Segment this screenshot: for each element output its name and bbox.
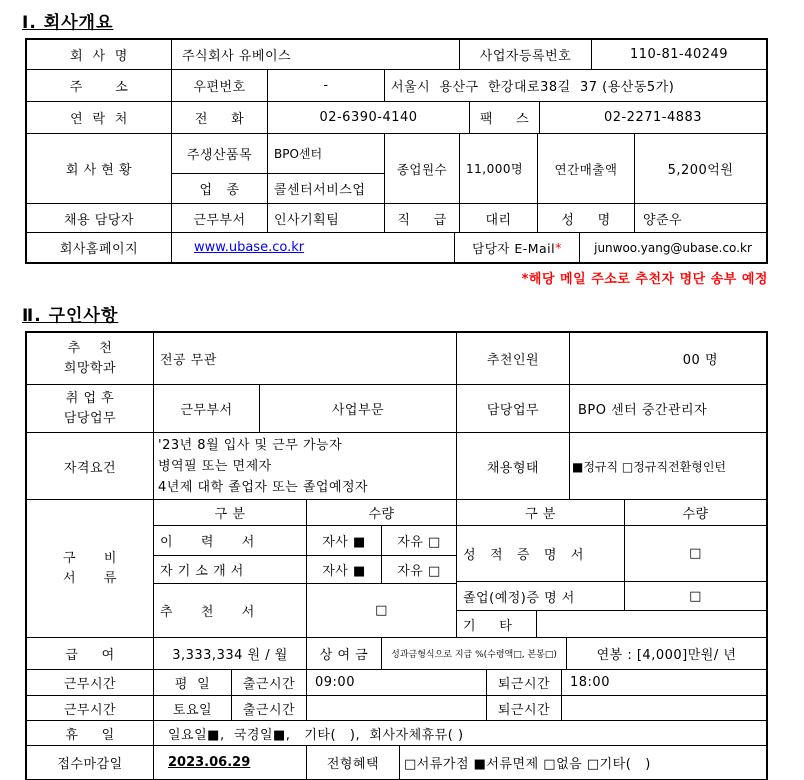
work-dept-value: 사업부문 (260, 385, 457, 432)
required-documents-label: 구 비 서 류 (27, 500, 154, 637)
annual-revenue-label: 연간매출액 (538, 134, 635, 203)
address-value: 서울시 용산구 한강대로38길 37 (용산동5가) (391, 80, 675, 95)
end-time-label: 퇴근시간 (487, 696, 562, 720)
business-number-label: 사업자등록번호 (460, 40, 592, 69)
company-name-value: 주식회사 유베이스 (172, 40, 460, 69)
recruiter-position-label: 직 급 (385, 204, 460, 232)
transcript-row (457, 526, 766, 583)
zip-label: 우편번호 (172, 70, 268, 101)
work-dept-label: 근무부서 (154, 385, 260, 432)
holiday-value: 일요일■, 국경일■, 기타( ), 회사자체휴뮤( ) (168, 727, 464, 743)
company-status-row (27, 134, 766, 204)
start-time-label: 출근시간 (232, 670, 307, 695)
fax-label: 팩 스 (470, 102, 540, 133)
weekday-start-value: 09:00 (307, 670, 487, 695)
main-product-value: BPO센터 (274, 147, 323, 162)
annual-revenue-value: 5,200억원 (667, 163, 734, 178)
documents-subtable-right (457, 500, 766, 637)
headcount-label: 추천인원 (457, 333, 570, 384)
worktime-label: 근무시간 (27, 696, 154, 720)
recruiter-position-value: 대리 (460, 204, 538, 232)
worktime-saturday-row (27, 696, 766, 721)
cover-letter-row (154, 556, 456, 585)
recruiter-name-label: 성 명 (538, 204, 635, 232)
recruiter-row (27, 204, 766, 233)
post-hire-duty-row (27, 385, 766, 433)
recruiter-label: 채용 담당자 (27, 204, 172, 232)
company-name-label: 회 사 명 (27, 40, 172, 69)
doc-type-header: 구 분 (154, 500, 307, 525)
table-row (172, 134, 384, 174)
transcript-checkbox: □ (689, 546, 702, 562)
weekday-end-value: 18:00 (570, 675, 610, 690)
recruiter-dept-value: 인사기획팀 (268, 204, 385, 232)
etc-label: 기 타 (457, 611, 537, 637)
screening-benefit-label: 전형혜택 (307, 746, 400, 779)
resume-company-checkbox: 자사 ■ (307, 526, 382, 555)
required-documents-row (27, 500, 766, 638)
start-time-label: 출근시간 (232, 696, 307, 720)
deadline-cell (154, 746, 307, 779)
employment-type-value: ■정규직 □정규직전환형인턴 (572, 459, 727, 474)
table-row (27, 40, 766, 70)
graduation-cert-row (457, 582, 766, 611)
job-details-table (25, 331, 768, 780)
post-hire-duty-label: 취 업 후 담당업무 (27, 385, 154, 432)
deadline-label: 접수마감일 (27, 746, 154, 779)
doc-qty-header: 수량 (368, 506, 395, 522)
table-row (27, 70, 766, 102)
qualification-value: '23년 8월 입사 및 근무 가능자 병역필 또는 면제자 4년제 대학 졸업자 또는 졸업예정자 (154, 433, 457, 499)
address-label: 주 소 (27, 70, 172, 101)
documents-subtable-left (154, 500, 457, 637)
contact-label: 연 락 처 (27, 102, 172, 133)
worktime-weekday-row (27, 670, 766, 696)
table-row (172, 174, 384, 203)
cover-letter-label: 자 기 소 개 서 (154, 556, 307, 584)
doc-type-header: 구 분 (457, 500, 625, 525)
deadline-row (27, 746, 766, 779)
section1-title: Ⅰ. 회사개요 (22, 13, 114, 33)
resume-free-checkbox: 자유 □ (397, 534, 441, 550)
end-time-label: 퇴근시간 (487, 670, 562, 695)
phone-value: 02-6390-4140 (268, 102, 470, 133)
industry-label: 업 종 (172, 174, 268, 203)
employee-count-label: 종업원수 (385, 134, 460, 203)
recommended-major-value: 전공 무관 (154, 333, 457, 384)
salary-row (27, 638, 766, 670)
etc-row (457, 611, 766, 637)
main-product-label: 주생산품목 (172, 134, 268, 173)
doc-qty-header: 수량 (682, 506, 709, 522)
holiday-row (27, 721, 766, 746)
graduation-cert-checkbox: □ (689, 588, 702, 604)
etc-value (537, 611, 766, 637)
resume-label: 이 력 서 (154, 526, 307, 555)
email-value: junwoo.yang@ubase.co.kr (594, 240, 752, 255)
cover-letter-free-checkbox: 자유 □ (397, 563, 441, 579)
transcript-label: 성 적 증 명 서 (457, 526, 625, 582)
product-industry-group (172, 134, 385, 203)
table-row (457, 500, 766, 526)
recommendation-row (154, 584, 456, 637)
homepage-label: 회사홈페이지 (27, 233, 172, 262)
saturday-start-value (307, 696, 487, 720)
fax-value: 02-2271-4883 (603, 110, 703, 125)
employment-type-label: 채용형태 (457, 433, 570, 499)
homepage-cell (172, 233, 455, 262)
qualification-label: 자격요건 (27, 433, 154, 499)
weekday-label: 평 일 (154, 670, 232, 695)
worktime-label: 근무시간 (27, 670, 154, 695)
headcount-value: 00 명 (682, 353, 718, 368)
recruiter-name-value: 양준우 (643, 212, 683, 228)
industry-value: 콜센터서비스업 (274, 183, 366, 199)
cover-letter-company-checkbox: 자사 ■ (307, 556, 382, 584)
bonus-description: 성과금형식으로 지급 %(수령액□, 본봉□) (382, 638, 567, 669)
annual-salary-value: 연봉 : [4,000]만원/ 년 (596, 648, 737, 663)
qualification-row (27, 433, 766, 500)
recommendation-label: 추 천 서 (154, 584, 307, 637)
recommended-major-label: 추 천 희망학과 (27, 333, 154, 384)
email-label-cell (455, 233, 580, 262)
graduation-cert-label: 졸업(예정)증 명 서 (457, 582, 625, 610)
email-required-asterisk: * (555, 240, 562, 255)
saturday-end-value (562, 696, 766, 720)
company-status-label: 회 사 현 황 (27, 134, 172, 203)
recruiter-dept-label: 근무부서 (172, 204, 268, 232)
screening-benefit-value: □서류가점 ■서류면제 □없음 □기타( ) (404, 757, 651, 772)
phone-label: 전 화 (172, 102, 268, 133)
salary-value: 3,333,334 원 / 월 (154, 638, 307, 669)
email-label: 담당자 E-Mail (472, 240, 556, 256)
task-value: BPO 센터 중간관리자 (578, 403, 708, 418)
holiday-label: 휴 일 (27, 721, 154, 745)
business-number-value: 110-81-40249 (629, 47, 729, 62)
saturday-label: 토요일 (154, 696, 232, 720)
section2-title: Ⅱ. 구인사항 (22, 306, 119, 326)
deadline-value: 2023.06.29 (168, 755, 251, 770)
bonus-label: 상 여 금 (307, 638, 382, 669)
recommended-major-row (27, 333, 766, 385)
recommendation-checkbox: □ (375, 603, 388, 619)
employee-count-value: 11,000명 (460, 134, 538, 203)
company-overview-table (25, 38, 768, 264)
resume-row (154, 526, 456, 556)
homepage-link[interactable]: www.ubase.co.kr (194, 240, 305, 255)
task-label: 담당업무 (457, 385, 570, 432)
salary-label: 급 여 (27, 638, 154, 669)
zip-value: - (268, 70, 385, 101)
table-row (154, 500, 456, 526)
email-footnote: *해당 메일 주소로 추천자 명단 송부 예정 (521, 272, 768, 287)
table-row (27, 102, 766, 134)
homepage-row (27, 233, 766, 262)
